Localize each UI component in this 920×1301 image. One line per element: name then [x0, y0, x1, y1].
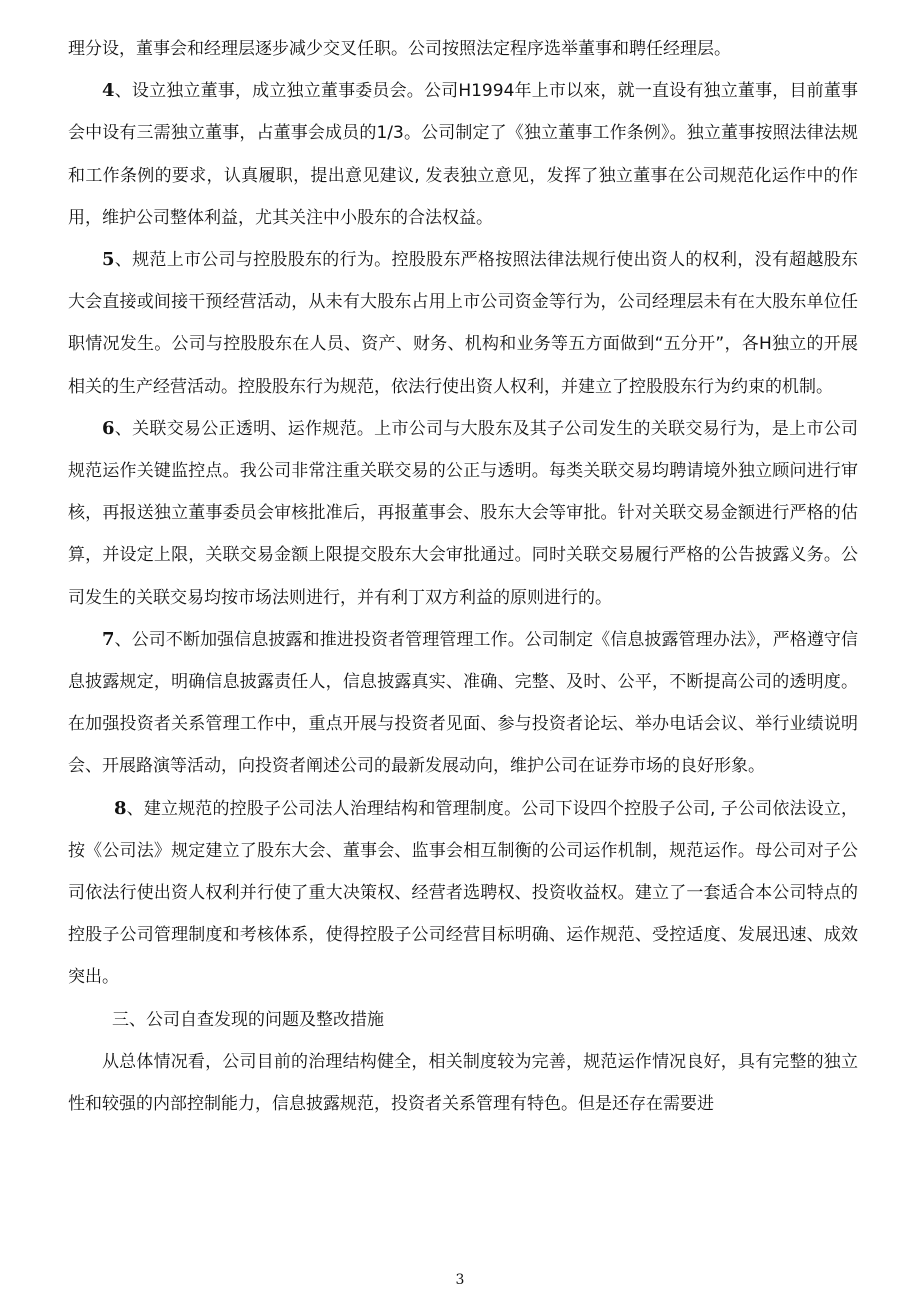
section-heading: 三、公司自查发现的问题及整改措施: [112, 1009, 384, 1030]
paragraph-continuation: [68, 28, 858, 70]
paragraph-item-6: [68, 408, 858, 619]
item-number: 6: [102, 417, 115, 439]
item-number: 8: [114, 797, 127, 819]
closing-paragraph: 从总体情况看，公司目前的治理结构健全，相关制度较为完善，规范运作情况良好，具有完整的独立性和较强的内部控制能力，信息披露规范，投资者关系管理有特色。但是还存在需要进: [68, 1051, 858, 1115]
paragraph-text: 理分设，董事会和经理层逐步减少交叉任职。公司按照法定程序选举董事和聘任经理层。: [68, 39, 731, 59]
paragraph-text: 、设立独立董事，成立独立董事委员会。公司H1994年上市以來，就一直设有独立董事，目前董事会中设有三需独立董事，占董事会成员的1/3。公司制定了《独立董事工作条例》。独立董事按照法律法规和工作条例的要求，认真履职，提出意见建议, 发表独立意见，发挥了独立董事在公司规范化运作中的作用，维护公司整体利益，尤其关注中小股东的合法权益。: [68, 81, 858, 228]
paragraph-item-8: [68, 788, 858, 999]
item-number: 4: [102, 80, 115, 102]
paragraph-text: 、公司不断加强信息披露和推进投资者管理管理工作。公司制定《信息披露管理办法》，严格遵守信息披露规定，明确信息披露责任人，信息披露真实、准确、完整、及时、公平，不断提高公司的透明度。在加强投资者关系管理工作中，重点开展与投资者见面、参与投资者论坛、举办电话会议、举行业绩说明会、开展路演等活动，向投资者阐述公司的最新发展动向，维护公司在证券市场的良好形象。: [68, 629, 858, 777]
paragraph-text: 、建立规范的控股子公司法人治理结构和管理制度。公司下设四个控股子公司, 子公司依法设立，按《公司法》规定建立了股东大会、董事会、监事会相互制衡的公司运作机制，规范运作。母公司对子公司依法行使出资人权利并行使了重大决策权、经营者选聘权、投资收益权。建立了一套适合本公司特点的控股子公司管理制度和考核体系，使得控股子公司经营目标明确、运作规范、受控适度、发展迅速、成效突出。: [68, 798, 858, 988]
paragraph-item-7: [68, 619, 858, 788]
item-number: 5: [102, 249, 115, 271]
paragraph-text: 、关联交易公正透明、运作规范。上市公司与大股东及其子公司发生的关联交易行为，是上市公司规范运作关键监控点。我公司非常注重关联交易的公正与透明。每类关联交易均聘请境外独立顾问进行审核，再报送独立董事委员会审核批准后，再报董事会、股东大会等审批。针对关联交易金额进行严格的估算，并设定上限，关联交易金额上限提交股东大会审批通过。同时关联交易履行严格的公告披露义务。公司发生的关联交易均按市场法则进行，并有利丁双方利益的原则进行的。: [68, 418, 858, 608]
document-body: [68, 28, 858, 1125]
paragraph-text: 、规范上市公司与控股股东的行为。控股股东严格按照法律法规行使出资人的权利，没有超越股东大会直接或间接干预经营活动，从未有大股东占用上市公司资金等行为，公司经理层未有在大股东单位任职情况发生。公司与控股股东在人员、资产、财务、机构和业务等五方面做到“五分开”，各H独立的开展相关的生产经营活动。控股股东行为规范，依法行使出资人权利，并建立了控股股东行为约束的机制。: [68, 250, 858, 397]
item-number: 7: [102, 628, 115, 650]
paragraph-item-5: [68, 239, 858, 408]
paragraph-item-4: [68, 70, 858, 239]
page-number: 3: [455, 1272, 465, 1288]
